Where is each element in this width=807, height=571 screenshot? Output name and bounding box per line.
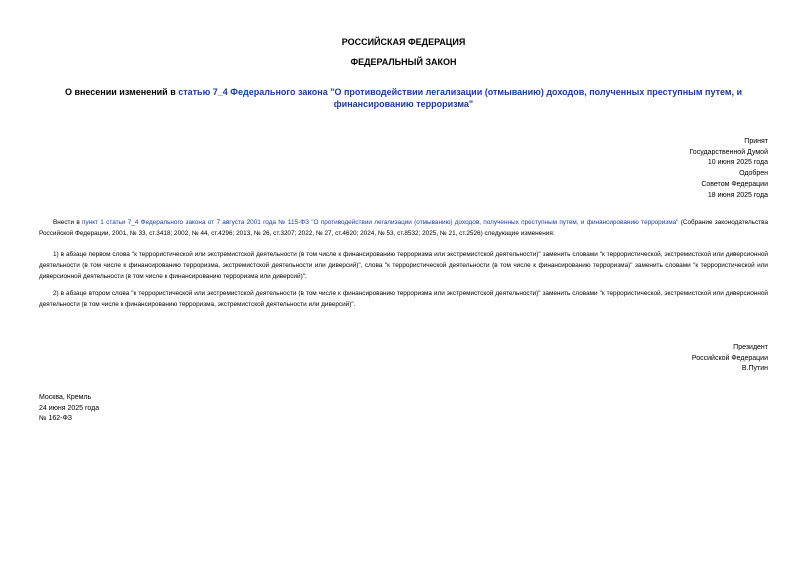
place-date-block (39, 393, 239, 425)
adoption-line: Советом Федерации (701, 180, 768, 188)
adoption-line: Принят (744, 138, 768, 145)
adoption-line: Государственной Думой (689, 148, 768, 156)
law-title (60, 86, 747, 110)
law-title-prefix: О внесении изменений в (64, 87, 179, 97)
signature-line: Президент (733, 344, 768, 351)
signature-block (568, 343, 768, 375)
adoption-block (568, 137, 768, 201)
signature-line: В.Путин (741, 365, 768, 373)
law-title-link[interactable]: статью 7_4 Федерального закона "О противодействии легализации (отмыванию) доходов, полученных преступным путем, и финансированию терроризма" (178, 87, 743, 109)
amendment-item-2: 2) в абзаце втором слова "к террористической или экстремистской деятельности (в том числе к финансированию терроризма или экстремистской деятельности)" заменить словами "к террористической, экстремистской или диверсионной деятельности (в том числе к финансированию терроризма, экстремистской деятельности или диверсий)". (39, 290, 768, 308)
adoption-line: 10 июня 2025 года (707, 159, 768, 167)
header-country: РОССИЙСКАЯ ФЕДЕРАЦИЯ (341, 37, 466, 47)
date-line: 24 июня 2025 года (39, 404, 100, 412)
law-number-line: № 162-ФЗ (39, 415, 73, 423)
amendment-item-1: 1) в абзаце первом слова "к террористической или экстремистской деятельности (в том числе к финансированию терроризма или экстремистской деятельности)" заменить словами "к террористической, экстремистской или диверсионной деятельности (в том числе к финансированию терроризма, экстремистской деятельности или диверсий)", слова "к террористической деятельности (в том числе к финансированию терроризма)" заменить словами "к террористической или диверсионной деятельности (в том числе к финансированию терроризма или диверсий)"; (39, 251, 768, 280)
intro-suffix: (Собрание законодательства Российской Федерации, 2001, № 33, ст.3418; 2002, № 44, ст.4296; 2013, № 26, ст.3207; 2022, № 27, ст.4620; 2024, № 53, ст.8532; 2025, № 21, ст.2526) следующие изменения: (39, 219, 769, 237)
intro-link[interactable]: пункт 1 статьи 7_4 Федерального закона от 7 августа 2001 года № 115-ФЗ "О противодействии легализации (отмыванию) доходов, полученных преступным путем, и финансированию терроризма" (82, 219, 679, 226)
adoption-line: 18 июня 2025 года (707, 191, 768, 199)
intro-paragraph (39, 218, 768, 240)
header-doc-type: ФЕДЕРАЛЬНЫЙ ЗАКОН (350, 57, 457, 67)
place-line: Москва, Кремль (39, 394, 92, 401)
signature-line: Российской Федерации (691, 354, 768, 362)
intro-prefix: Внести в (53, 219, 83, 226)
adoption-line: Одобрен (739, 170, 768, 178)
